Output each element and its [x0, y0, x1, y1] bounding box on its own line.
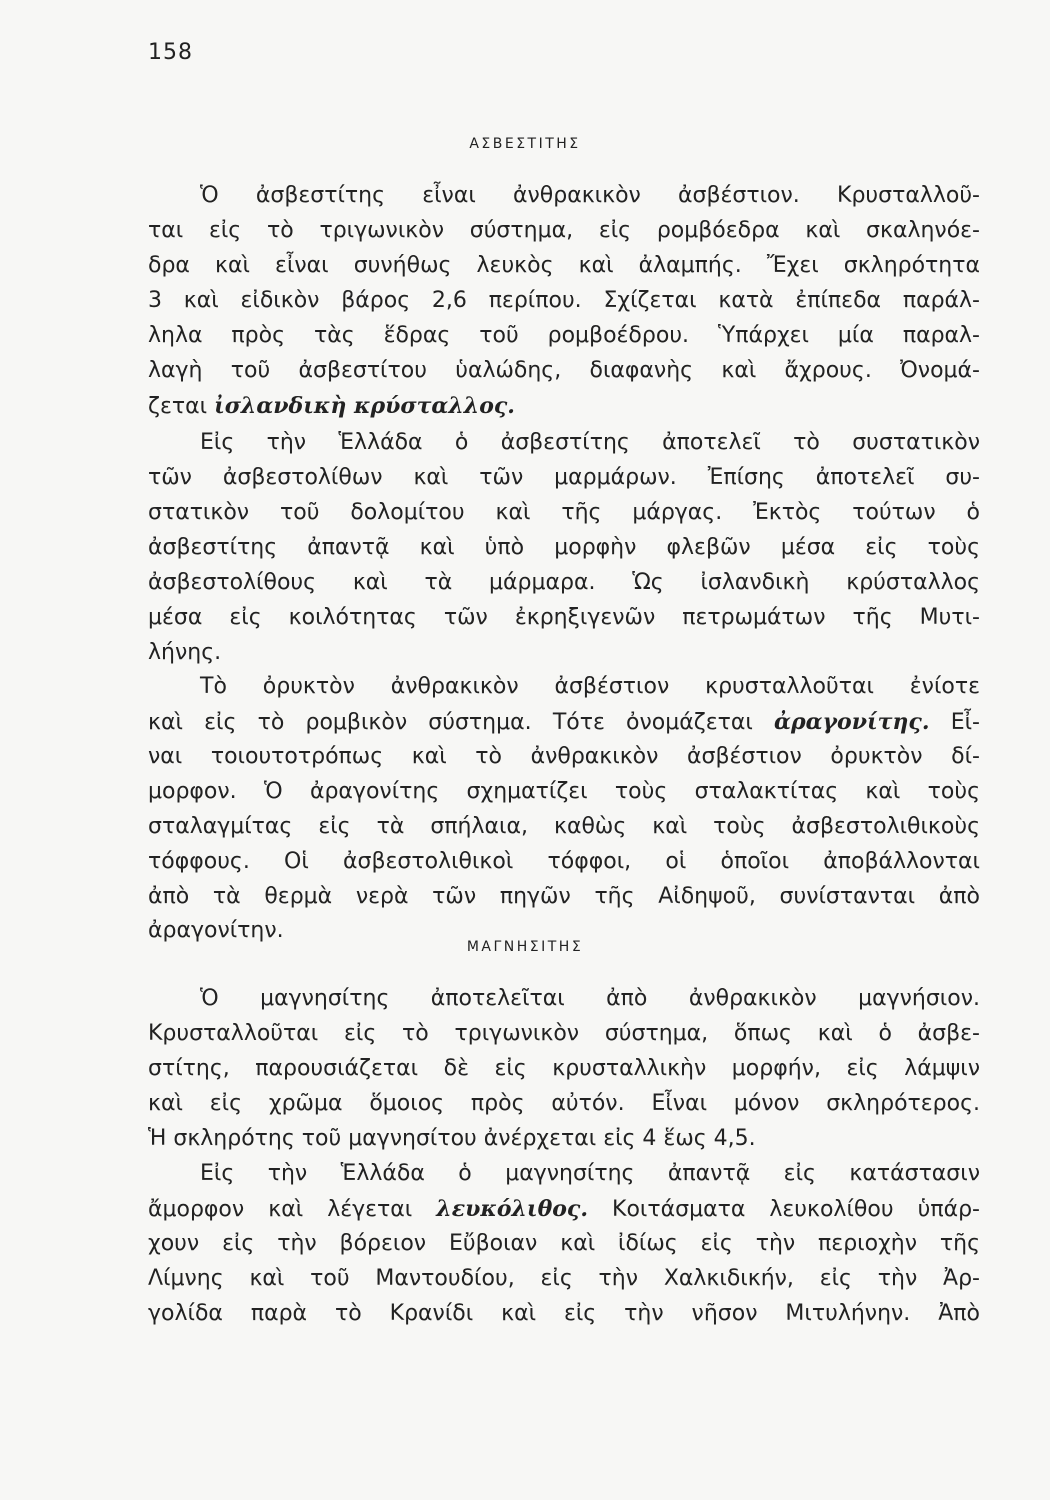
text-span: Εἶ- — [950, 710, 980, 735]
page-number: 158 — [148, 40, 193, 65]
text-line: Κρυσταλλοῦται εἰς τὸ τριγωνικὸν σύστημα, ὅπως καὶ ὁ ἀσβε- — [148, 1021, 980, 1046]
text-span: καὶ εἰς τὸ ρομβικὸν σύστημα. Τότε ὀνομάζεται — [148, 710, 753, 735]
emphasized-term: ἰσλανδικὴ κρύσταλλος. — [214, 393, 515, 419]
emphasized-term: λευκόλιθος. — [436, 1196, 588, 1222]
text-line: δρα καὶ εἶναι συνήθως λευκὸς καὶ ἀλαμπής. Ἔχει σκληρότητα — [148, 253, 980, 278]
section-heading-magnisitis: ΜΑΓΝΗΣΙΤΗΣ — [466, 939, 584, 955]
text-line: ται εἰς τὸ τριγωνικὸν σύστημα, εἰς ρομβόεδρα καὶ σκαληνόε- — [148, 218, 980, 243]
text-line: Εἰς τὴν Ἑλλάδα ὁ μαγνησίτης ἀπαντᾷ εἰς κατάστασιν — [200, 1161, 980, 1186]
text-line: καὶ εἰς χρῶμα ὅμοιος πρὸς αὐτόν. Εἶναι μόνον σκληρότερος. — [148, 1091, 980, 1116]
text-line: χουν εἰς τὴν βόρειον Εὔβοιαν καὶ ἰδίως εἰς τὴν περιοχὴν τῆς — [148, 1231, 980, 1256]
text-line: τῶν ἀσβεστολίθων καὶ τῶν μαρμάρων. Ἐπίσης ἀποτελεῖ συ- — [148, 465, 980, 490]
text-line: σταλαγμίτας εἰς τὰ σπήλαια, καθὼς καὶ τοὺς ἀσβεστολιθικοὺς — [148, 814, 980, 839]
text-line: μέσα εἰς κοιλότητας τῶν ἐκρηξιγενῶν πετρωμάτων τῆς Μυτι- — [148, 605, 980, 630]
text-line: Ὁ ἀσβεστίτης εἶναι ἀνθρακικὸν ἀσβέστιον. Κρυσταλλοῦ- — [200, 183, 980, 208]
text-line — [148, 1194, 980, 1225]
text-line: στατικὸν τοῦ δολομίτου καὶ τῆς μάργας. Ἐκτὸς τούτων ὁ — [148, 500, 980, 525]
text-line — [148, 707, 980, 738]
text-line: Εἰς τὴν Ἑλλάδα ὁ ἀσβεστίτης ἀποτελεῖ τὸ συστατικὸν — [200, 430, 980, 455]
text-line: ἀπὸ τὰ θερμὰ νερὰ τῶν πηγῶν τῆς Αἰδηψοῦ, συνίστανται ἀπὸ — [148, 884, 980, 909]
text-span: ζεται — [148, 394, 208, 419]
text-span: Κοιτάσματα λευκολίθου ὑπάρ- — [612, 1197, 980, 1222]
text-line: ἀσβεστίτης ἀπαντᾷ καὶ ὑπὸ μορφὴν φλεβῶν μέσα εἰς τοὺς — [148, 535, 980, 560]
text-line: Ὁ μαγνησίτης ἀποτελεῖται ἀπὸ ἀνθρακικὸν μαγνήσιον. — [200, 986, 980, 1011]
text-line — [148, 391, 980, 422]
text-line: στίτης, παρουσιάζεται δὲ εἰς κρυσταλλικὴν μορφήν, εἰς λάμψιν — [148, 1056, 980, 1081]
text-line: Τὸ ὀρυκτὸν ἀνθρακικὸν ἀσβέστιον κρυσταλλοῦται ἐνίοτε — [200, 674, 980, 699]
text-line: ληλα πρὸς τὰς ἕδρας τοῦ ρομβοέδρου. Ὑπάρχει μία παραλ- — [148, 323, 980, 348]
text-line: 3 καὶ εἰδικὸν βάρος 2,6 περίπου. Σχίζεται κατὰ ἐπίπεδα παράλ- — [148, 288, 980, 313]
text-line: ἀσβεστολίθους καὶ τὰ μάρμαρα. Ὡς ἰσλανδικὴ κρύσταλλος — [148, 570, 980, 595]
section-heading-asbestitis: ΑΣΒΕΣΤΙΤΗΣ — [469, 136, 581, 152]
text-line: ναι τοιουτοτρόπως καὶ τὸ ἀνθρακικὸν ἀσβέστιον ὀρυκτὸν δί- — [148, 744, 980, 769]
text-line: τόφφους. Οἱ ἀσβεστολιθικοὶ τόφφοι, οἱ ὁποῖοι ἀποβάλλονται — [148, 849, 980, 874]
text-line: Λίμνης καὶ τοῦ Μαντουδίου, εἰς τὴν Χαλκιδικήν, εἰς τὴν Ἀρ- — [148, 1266, 980, 1291]
text-span: ἄμορφον καὶ λέγεται — [148, 1197, 413, 1222]
emphasized-term: ἀραγονίτης. — [774, 709, 930, 735]
text-line: λαγὴ τοῦ ἀσβεστίτου ὑαλώδης, διαφανὴς καὶ ἄχρους. Ὀνομά- — [148, 358, 980, 383]
text-line: μορφον. Ὁ ἀραγονίτης σχηματίζει τοὺς σταλακτίτας καὶ τοὺς — [148, 779, 980, 804]
text-line: Ἡ σκληρότης τοῦ μαγνησίτου ἀνέρχεται εἰς 4 ἕως 4,5. — [148, 1126, 756, 1151]
text-line: λήνης. — [148, 640, 222, 665]
text-line: γολίδα παρὰ τὸ Κρανίδι καὶ εἰς τὴν νῆσον Μιτυλήνην. Ἀπὸ — [148, 1301, 980, 1326]
text-line: ἀραγονίτην. — [148, 918, 284, 943]
